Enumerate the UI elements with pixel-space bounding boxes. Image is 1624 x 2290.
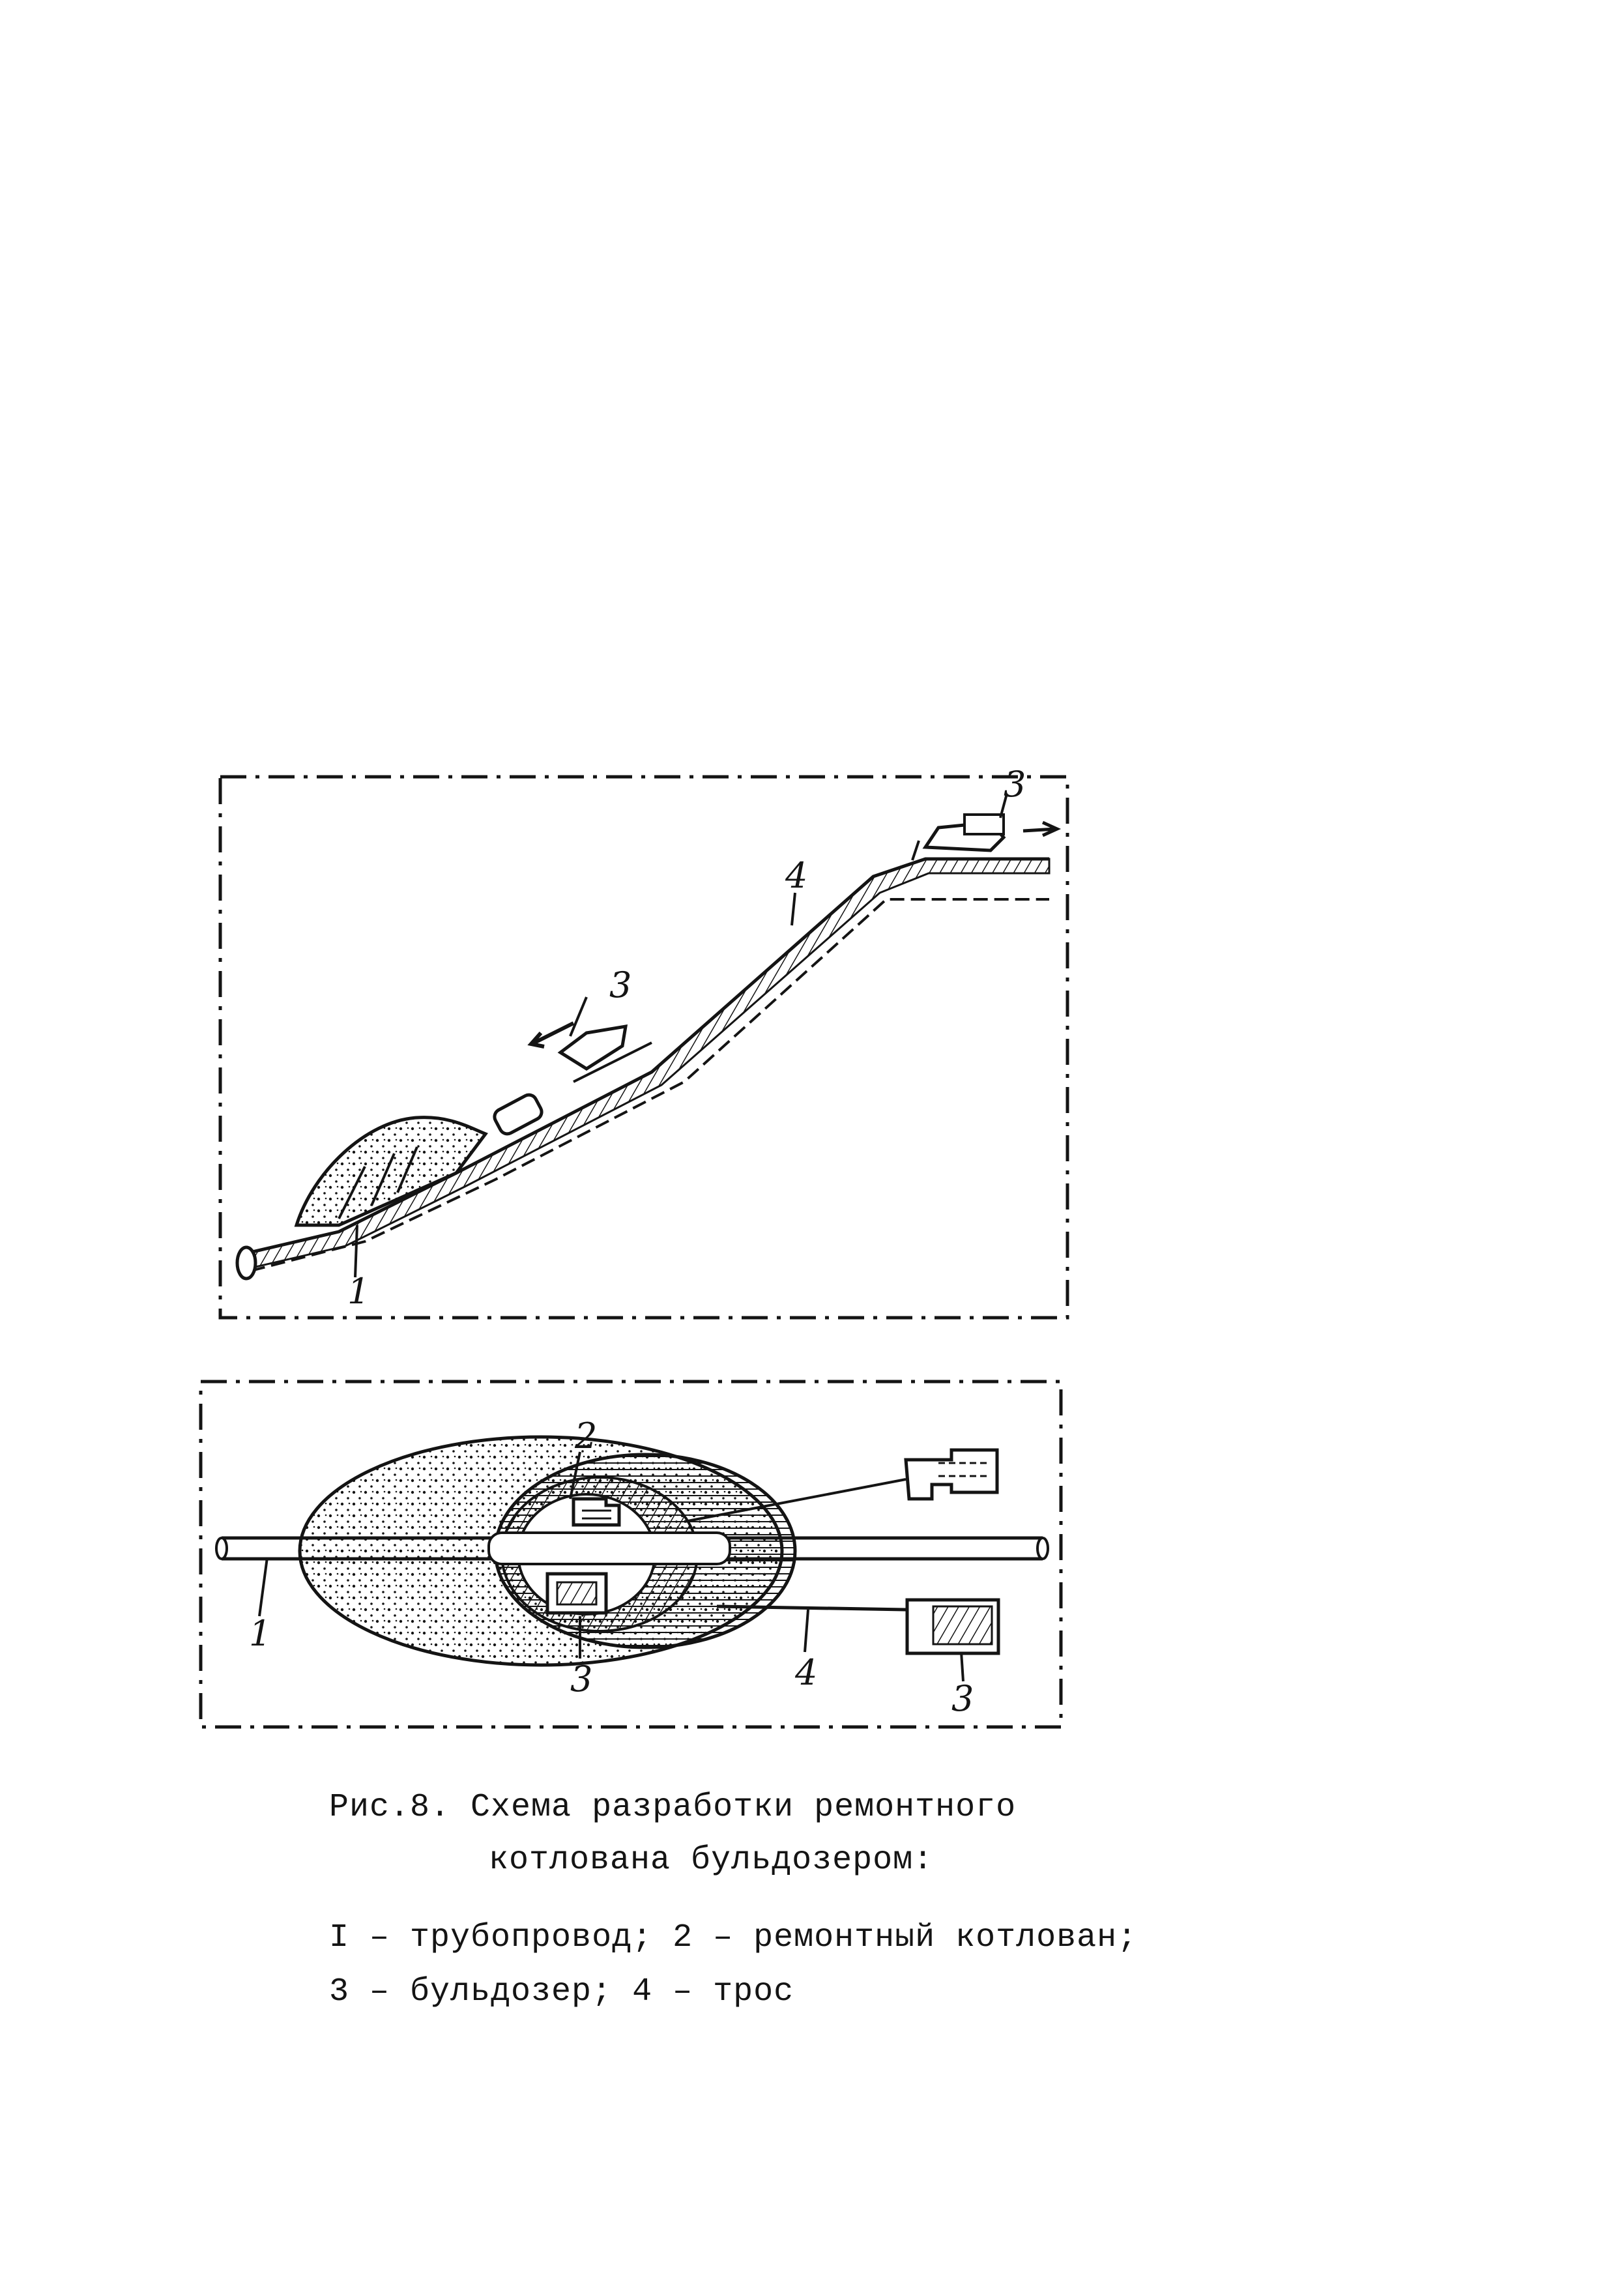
- pipe-end: [237, 1247, 255, 1279]
- figure-caption-title-continued: котлована бульдозером:: [489, 1842, 934, 1879]
- direction-arrow: [531, 1023, 573, 1047]
- figure-caption-title: Рис.8. Схема разработки ремонтного: [329, 1789, 1017, 1826]
- label-bulldozer-mid: 3: [609, 964, 632, 1006]
- side-view-diagram: [220, 764, 1067, 1318]
- label-cable-side: 4: [785, 855, 808, 896]
- bulldozer-top: [912, 815, 1057, 860]
- bulldozer-right-lower: [907, 1600, 998, 1653]
- label-cable-plan: 4: [795, 1652, 818, 1693]
- plan-view-diagram: [201, 1382, 1061, 1727]
- label-bulldozer-top: 3: [1004, 764, 1026, 805]
- label-pipeline-plan: 1: [249, 1613, 272, 1654]
- bulldozer-in-pit-lower: [547, 1574, 606, 1613]
- label-pipeline-side: 1: [347, 1271, 370, 1312]
- label-bulldozer-right: 3: [951, 1678, 974, 1719]
- figure-legend-line-2: 3 – бульдозер; 4 – трос: [329, 1973, 794, 2010]
- label-bulldozer-pit: 3: [570, 1659, 593, 1700]
- figure-legend-line-1: I – трубопровод; 2 – ремонтный котлован;: [329, 1919, 1138, 1956]
- label-pit: 2: [575, 1415, 598, 1457]
- bulldozer-right-upper: [906, 1450, 997, 1499]
